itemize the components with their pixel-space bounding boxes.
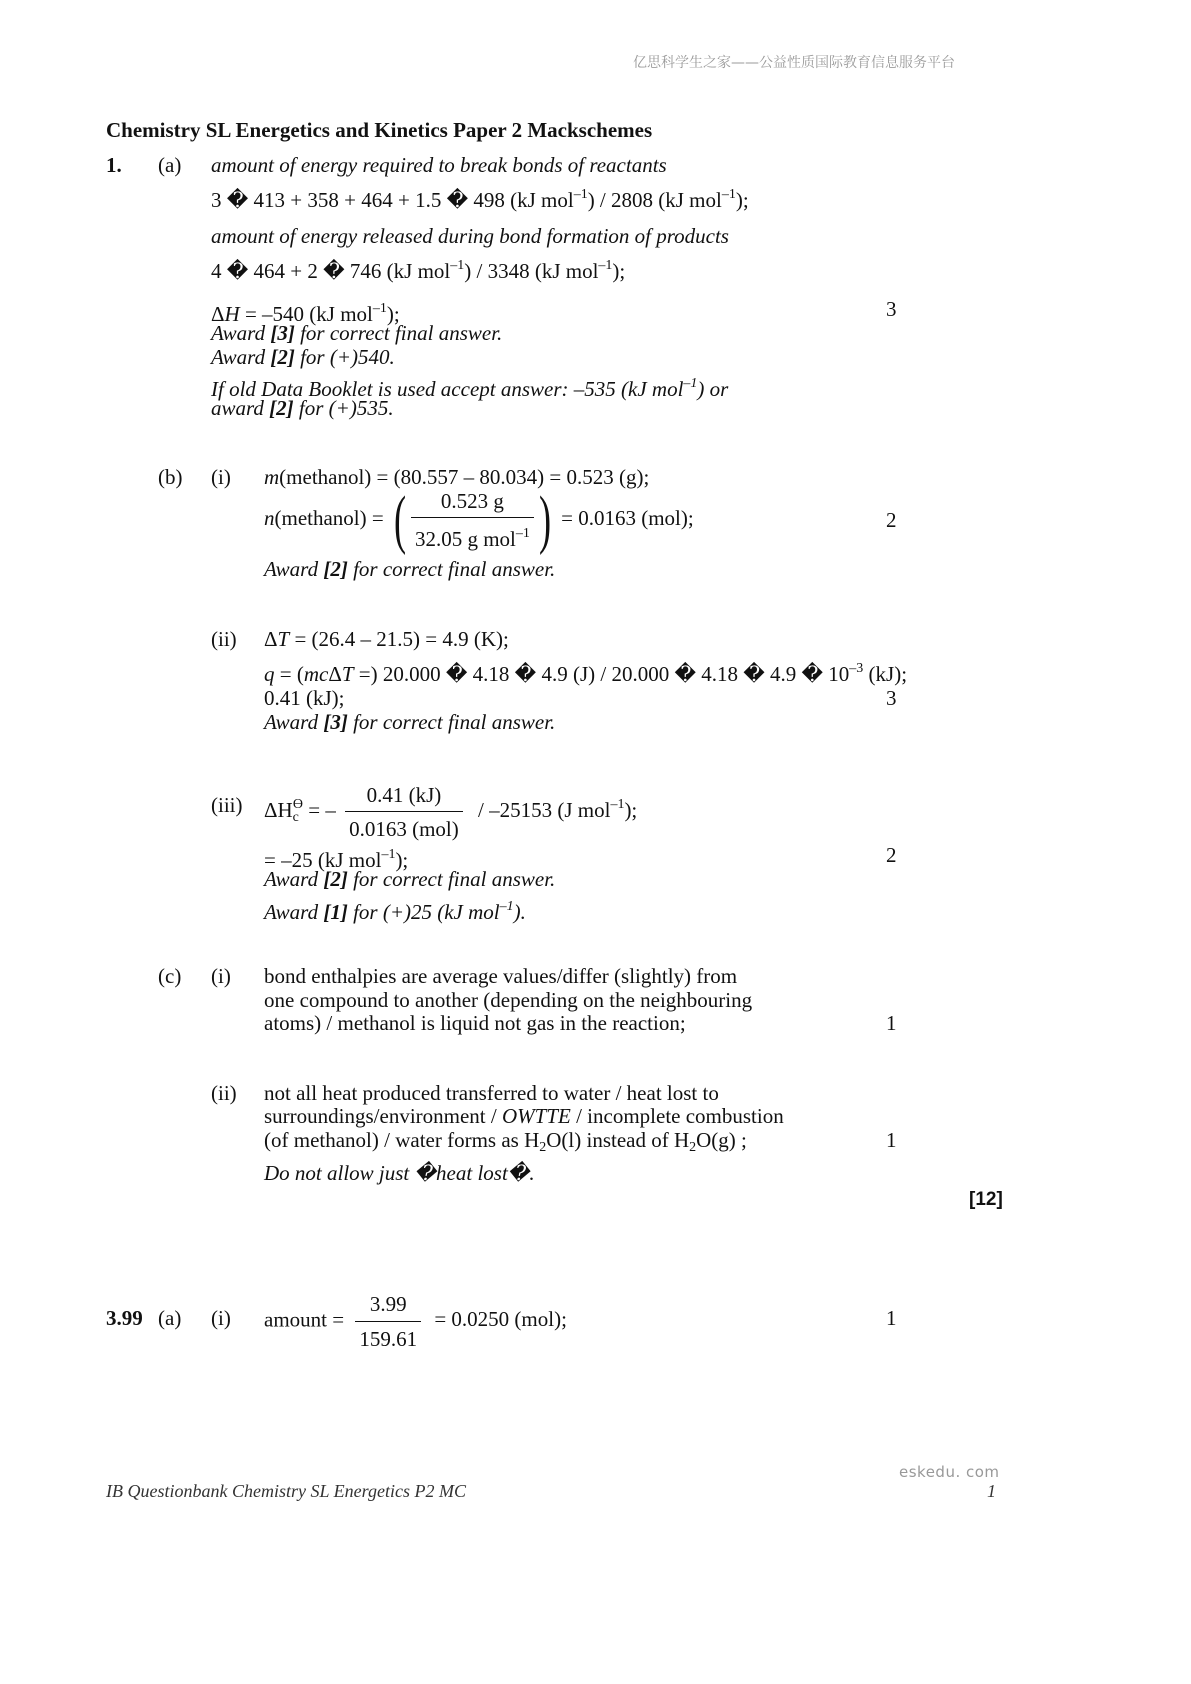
award-note: Award [2] for (+)540. [211,345,395,369]
part-label: (a) [158,153,182,177]
part-label: (b) [158,465,183,489]
subpart-label: (i) [211,465,231,489]
text-line: one compound to another (depending on the neighbouring [264,988,753,1012]
award-note: award [2] for (+)535. [211,396,394,420]
subpart-label: (i) [211,1306,231,1330]
fraction-equation: n(methanol) = ( $\frac{0.523 g}{32.05 g mol^{-1}}$ ) = 0.0163 (mol); [264,483,694,557]
page-title: Chemistry SL Energetics and Kinetics Paper 2 Mackschemes [106,118,653,142]
equation-line: ΔH = –540 (kJ mol$^{-1}$); [211,301,400,326]
award-note: Award [3] for correct final answer. [211,321,503,345]
equation-line: 0.41 (kJ); [264,686,345,710]
marks: 1 [886,1128,897,1152]
award-note: If old Data Booklet is used accept answer: –535 (kJ mol$^{-1}$) or [211,376,729,401]
text-line: amount of energy required to break bonds of reactants [211,153,667,177]
equation-line: m(methanol) = (80.557 – 80.034) = 0.523 (g); [264,465,650,489]
equation-line: 4 � 464 + 2 � 746 (kJ mol$^{-1}$) / 3348 (kJ mol$^{-1}$); [211,258,626,283]
question-number: 1. [106,153,122,177]
award-note: Award [3] for correct final answer. [264,710,556,734]
footer-title: IB Questionbank Chemistry SL Energetics P2 MC [106,1481,466,1501]
marks: 2 [886,843,897,867]
site-header: 亿思科学生之家——公益性质国际教育信息服务平台 [633,55,955,71]
watermark: eskedu. com [899,1463,1000,1481]
part-label: (a) [158,1306,182,1330]
page-number: 1 [987,1481,996,1501]
marks: 2 [886,508,897,532]
subpart-label: (iii) [211,793,243,817]
text-line: amount of energy released during bond formation of products [211,224,729,248]
subpart-label: (ii) [211,627,237,651]
subpart-label: (ii) [211,1081,237,1105]
marks: 1 [886,1306,897,1330]
equation-line: = –25 (kJ mol$^{-1}$); [264,847,409,872]
question-number: 3.99 [106,1306,143,1330]
text-line: atoms) / methanol is liquid not gas in the reaction; [264,1011,686,1035]
text-line: not all heat produced transferred to water / heat lost to [264,1081,719,1105]
text-line: surroundings/environment / OWTTE / incomplete combustion [264,1104,784,1128]
marks: 3 [886,297,897,321]
part-label: (c) [158,964,182,988]
total-marks: [12] [969,1189,1003,1210]
marks: 3 [886,686,897,710]
subpart-label: (i) [211,964,231,988]
equation-line: q = (mcΔT =) 20.000 � 4.18 � 4.9 (J) / 20.000 � 4.18 � 4.9 � $10^{-3}$ (kJ); [264,661,908,686]
award-note: Award [2] for correct final answer. [264,557,556,581]
text-line: bond enthalpies are average values/differ (slightly) from [264,964,738,988]
equation-line: 3 � 413 + 358 + 464 + 1.5 � 498 (kJ mol$^{-1}$) / 2808 (kJ mol$^{-1}$); [211,187,749,212]
award-note: Award [1] for (+)25 (kJ mol$^{-1}$). [264,899,526,924]
award-note: Award [2] for correct final answer. [264,867,556,891]
equation-line: ΔT = (26.4 – 21.5) = 4.9 (K); [264,627,509,651]
fraction-equation: amount = $\frac{3.99}{159.61}$ = 0.0250 (mol); [264,1292,567,1351]
marks: 1 [886,1011,897,1035]
fraction-equation: $\Delta H_c^ϴ$ = – $\frac{0.41 (kJ)}{\text{0.0163 (mol)}}$ / –25153 (J mol$^{-1}$); [264,783,638,842]
note: Do not allow just �heat lost�. [264,1161,535,1185]
text-line: (of methanol) / water forms as $H_2O(l)$ instead of $H_2O(g)$ ; [264,1128,747,1155]
